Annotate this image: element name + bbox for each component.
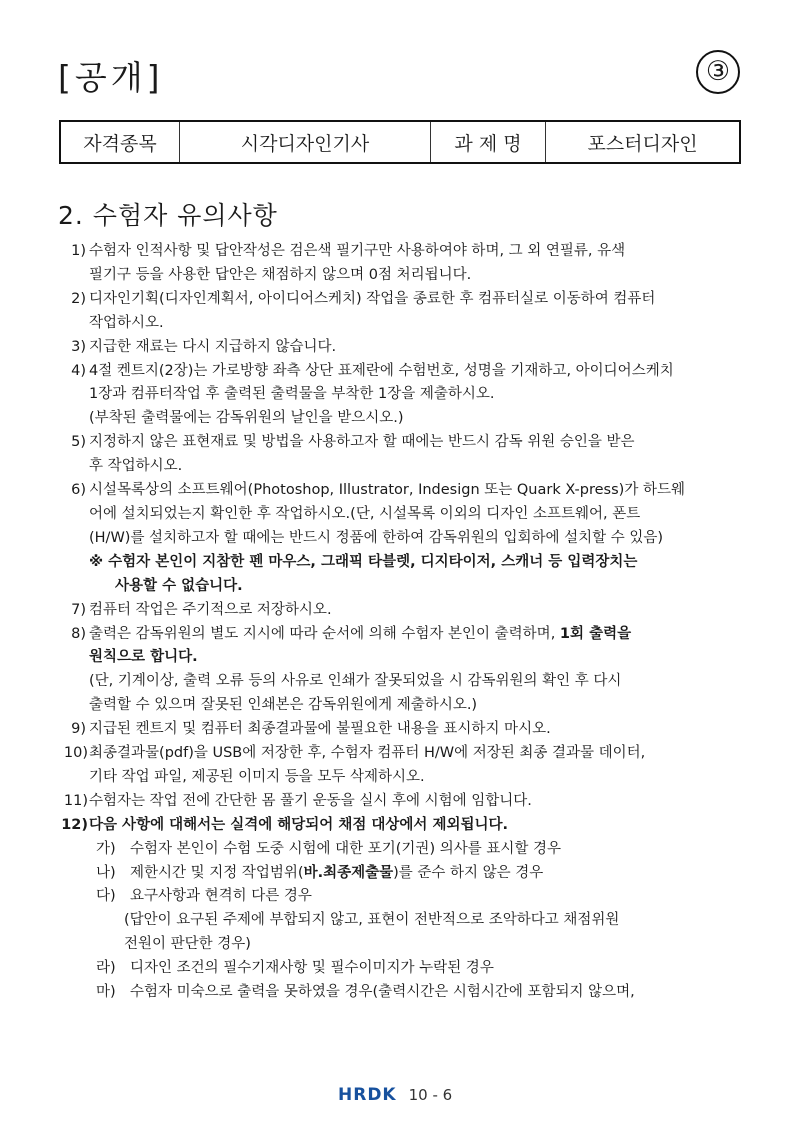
sub-item-text: 제한시간 및 지정 작업범위( [130,864,304,881]
item-text: 컴퓨터 작업은 주기적으로 저장하시오. [89,601,332,618]
list-item [0,814,800,838]
list-item [0,240,800,288]
info-label-category: 자격종목 [60,121,180,163]
info-value-category: 시각디자인기사 [180,121,431,163]
item-text-emphasis: 1회 출력을 [559,625,632,642]
item-number: 6) [71,482,86,499]
sub-item-marker: 다) [96,888,116,905]
item-text: 디자인기획(디자인계획서, 아이디어스케치) 작업을 종료한 후 컴퓨터실로 이동하여 컴퓨터 [89,290,656,307]
sub-item-text-emphasis: 바.최종제출물 [303,864,394,881]
sub-item-marker: 마) [96,984,116,1001]
sub-item [0,885,800,957]
sub-item [0,838,800,862]
item-text: 수험자 인적사항 및 답안작성은 검은색 필기구만 사용하여야 하며, 그 외 연필류, 유색 [89,243,626,259]
item-number: 3) [71,338,86,355]
item-text: 출력은 감독위원의 별도 지시에 따라 순서에 의해 수험자 본인이 출력하며, [89,625,556,642]
page-number: 10 - 6 [408,1086,453,1104]
item-text: 출력할 수 있으며 잘못된 인쇄본은 감독위원에게 제출하시오.) [89,697,478,714]
item-text: 시설목록상의 소프트웨어(Photoshop, Illustrator, Indesign 또는 Quark X-press)가 하드웨 [89,482,685,499]
sub-item-marker: 라) [96,960,116,977]
item-text: 후 작업하시오. [89,458,183,475]
item-note: ※ 수험자 본인이 지참한 펜 마우스, 그래픽 타블렛, 디지타이저, 스캐너 등 입력장치는 [89,553,638,570]
list-item [0,790,800,814]
item-text-emphasis: 원칙으로 합니다. [89,649,198,666]
item-text: 기타 작업 파일, 제공된 이미지 등을 모두 삭제하시오. [89,768,425,785]
sub-item-detail: 전원이 판단한 경우) [124,936,251,953]
item-text: 4절 켄트지(2장)는 가로방향 좌측 상단 표제란에 수험번호, 성명을 기재하고, 아이디어스케치 [89,362,674,379]
sub-item-text: 수험자 미숙으로 출력을 못하였을 경우(출력시간은 시험시간에 포함되지 않으며, [130,984,635,1001]
item-number: 8) [71,625,86,642]
list-item [0,360,800,432]
item-number: 1) [71,243,86,259]
list-item [0,599,800,623]
sub-item-detail: (답안이 요구된 주제에 부합되지 않고, 표현이 전반적으로 조악하다고 채점위원 [124,912,620,929]
item-text: 지정하지 않은 표현재료 및 방법을 사용하고자 할 때에는 반드시 감독 위원 승인을 받은 [89,434,635,451]
list-item [0,336,800,360]
notice-list [0,240,800,1005]
item-text: 수험자는 작업 전에 간단한 몸 풀기 운동을 실시 후에 시험에 임합니다. [89,792,532,809]
list-item [0,742,800,790]
info-label-task: 과 제 명 [431,121,546,163]
item-text: 어에 설치되었는지 확인한 후 작업하시오.(단, 시설목록 이외의 디자인 소프트웨어, 폰트 [89,505,641,522]
item-text: 다음 사항에 대해서는 실격에 해당되어 채점 대상에서 제외됩니다. [89,816,509,833]
page-mark: ③ [696,50,740,94]
list-item [0,431,800,479]
sub-item-text: 디자인 조건의 필수기재사항 및 필수이미지가 누락된 경우 [130,960,494,977]
sub-item-marker: 가) [96,840,116,857]
item-number: 12) [61,816,88,833]
item-text: 지급된 켄트지 및 컴퓨터 최종결과물에 불필요한 내용을 표시하지 마시오. [89,721,551,738]
sub-item-marker: 나) [96,864,116,881]
info-value-task: 포스터디자인 [546,121,741,163]
page-footer [338,1085,452,1105]
item-number: 4) [71,362,86,379]
item-text: 1장과 컴퓨터작업 후 출력된 출력물을 부착한 1장을 제출하시오. [89,386,495,403]
section-title: 2. 수험자 유의사항 [58,201,278,230]
item-text: (부착된 출력물에는 감독위원의 날인을 받으시오.) [89,410,404,427]
sub-item-text: 요구사항과 현격히 다른 경우 [130,888,312,905]
info-table [59,120,741,164]
item-number: 7) [71,601,86,618]
item-number: 10) [63,745,88,762]
list-item [0,623,800,719]
item-text: 최종결과물(pdf)을 USB에 저장한 후, 수험자 컴퓨터 H/W에 저장된 최종 결과물 데이터, [89,745,646,762]
sub-item [0,862,800,886]
item-text: 지급한 재료는 다시 지급하지 않습니다. [89,338,337,355]
sub-item [0,981,800,1005]
item-number: 5) [71,434,86,451]
list-item [0,288,800,336]
item-text: 작업하시오. [89,314,164,331]
item-note: 사용할 수 없습니다. [115,577,243,594]
sub-item-text: 수험자 본인이 수험 도중 시험에 대한 포기(기권) 의사를 표시할 경우 [130,840,561,857]
item-text: (단, 기계이상, 출력 오류 등의 사유로 인쇄가 잘못되었을 시 감독위원의 확인 후 다시 [89,673,622,690]
item-number: 11) [63,792,88,809]
list-item [0,718,800,742]
item-number: 2) [71,290,86,307]
item-number: 9) [71,721,86,738]
item-text: 필기구 등을 사용한 답안은 채점하지 않으며 0점 처리됩니다. [89,266,472,283]
sub-item-text: )를 준수 하지 않은 경우 [393,864,544,881]
sub-item [0,957,800,981]
item-text: (H/W)를 설치하고자 할 때에는 반드시 정품에 한하여 감독위원의 입회하에 설치할 수 있음) [89,529,664,546]
list-item [0,479,800,599]
public-label: [공개] [58,58,164,97]
hrdk-logo: HRDK [338,1085,397,1105]
